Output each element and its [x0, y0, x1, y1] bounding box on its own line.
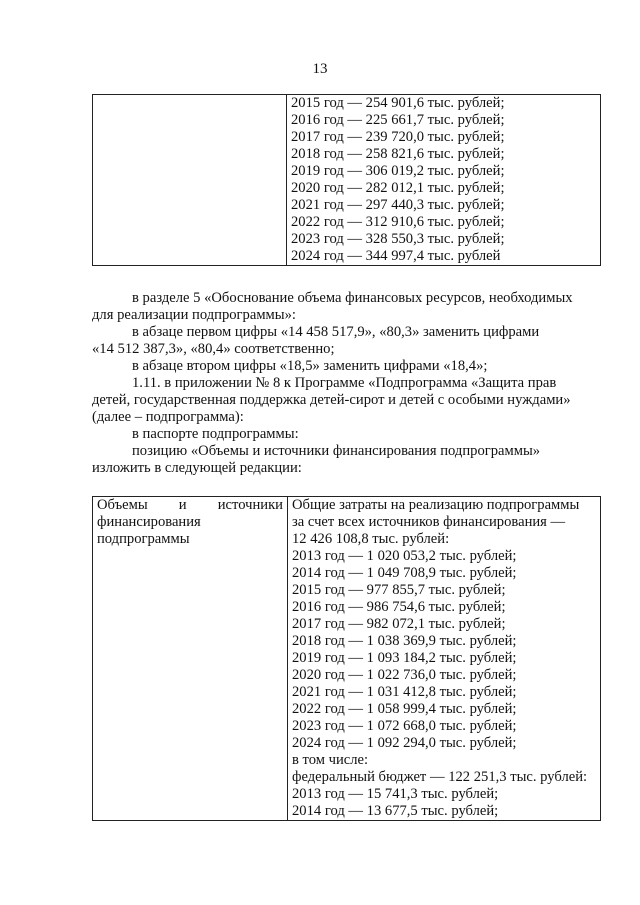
table1-line: 2023 год — 328 550,3 тыс. рублей; [291, 231, 505, 247]
paragraph-line: 1.11. в приложении № 8 к Программе «Подпрограмма «Защита прав [132, 375, 557, 391]
table2-line: 2020 год — 1 022 736,0 тыс. рублей; [292, 667, 517, 683]
paragraph-position [92, 443, 600, 477]
table1-line: 2017 год — 239 720,0 тыс. рублей; [291, 129, 505, 145]
table1-right-cell [287, 95, 601, 266]
table2-line: 2019 год — 1 093 184,2 тыс. рублей; [292, 650, 517, 666]
table1-line: 2020 год — 282 012,1 тыс. рублей; [291, 180, 505, 196]
table2-left-line: финансирования [97, 514, 201, 530]
table2-line: 2014 год — 13 677,5 тыс. рублей; [292, 803, 499, 819]
table1-line: 2018 год — 258 821,6 тыс. рублей; [291, 146, 505, 162]
left-word: и [178, 497, 187, 513]
funding-table [92, 496, 601, 821]
paragraph-line: для реализации подпрограммы»: [92, 307, 296, 323]
table2-line: 2024 год — 1 092 294,0 тыс. рублей; [292, 735, 517, 751]
table2-line: 2014 год — 1 049 708,9 тыс. рублей; [292, 565, 517, 581]
table2-intro-line: Общие затраты на реализацию подпрограммы [292, 497, 580, 513]
table1-line: 2022 год — 312 910,6 тыс. рублей; [291, 214, 505, 230]
table2-line: 2022 год — 1 058 999,4 тыс. рублей; [292, 701, 517, 717]
paragraph-first-abzac [92, 324, 600, 358]
paragraph-line: в абзаце втором цифры «18,5» заменить цифрами «18,4»; [132, 358, 488, 374]
paragraph-line: детей, государственная поддержка детей-сирот и детей с особыми нуждами» [92, 392, 571, 408]
table1-line: 2015 год — 254 901,6 тыс. рублей; [291, 95, 505, 111]
table2-line: 2021 год — 1 031 412,8 тыс. рублей; [292, 684, 517, 700]
paragraph-passport [92, 426, 600, 443]
table1-line: 2024 год — 344 997,4 тыс. рублей [291, 248, 501, 264]
table2-line: федеральный бюджет — 122 251,3 тыс. рублей: [292, 769, 588, 785]
paragraph-section5 [92, 290, 600, 324]
paragraph-line: в разделе 5 «Обоснование объема финансовых ресурсов, необходимых [132, 290, 573, 306]
table2-left-line: подпрограммы [97, 531, 190, 547]
table2-right-cell [288, 497, 601, 821]
table2-left-cell [93, 497, 288, 821]
table1-line: 2016 год — 225 661,7 тыс. рублей; [291, 112, 505, 128]
table2-intro-line: 12 426 108,8 тыс. рублей: [292, 531, 450, 547]
table2-line: 2016 год — 986 754,6 тыс. рублей; [292, 599, 506, 615]
table2-intro-line: за счет всех источников финансирования — [292, 514, 566, 530]
table2-line: в том числе: [292, 752, 369, 768]
paragraph-line: в паспорте подпрограммы: [132, 426, 299, 442]
table2-line: 2013 год — 1 020 053,2 тыс. рублей; [292, 548, 517, 564]
funding-table-continued [92, 94, 601, 266]
paragraph-line: позицию «Объемы и источники финансирования подпрограммы» [132, 443, 541, 459]
table2-line: 2023 год — 1 072 668,0 тыс. рублей; [292, 718, 517, 734]
table1-left-cell [93, 95, 287, 266]
table1-line: 2019 год — 306 019,2 тыс. рублей; [291, 163, 505, 179]
paragraph-line: изложить в следующей редакции: [92, 460, 302, 476]
table2-line: 2017 год — 982 072,1 тыс. рублей; [292, 616, 506, 632]
table1-line: 2021 год — 297 440,3 тыс. рублей; [291, 197, 505, 213]
paragraph-line: в абзаце первом цифры «14 458 517,9», «80,3» заменить цифрами [132, 324, 540, 340]
paragraph-line: (далее – подпрограмма): [92, 409, 244, 425]
left-word: Объемы [97, 497, 148, 513]
paragraph-second-abzac [92, 358, 600, 375]
table2-left-line [97, 497, 283, 514]
paragraph-appendix8 [92, 375, 600, 426]
table2-line: 2018 год — 1 038 369,9 тыс. рублей; [292, 633, 517, 649]
page-number: 13 [312, 61, 328, 77]
paragraph-line: «14 512 387,3», «80,4» соответственно; [92, 341, 335, 357]
table2-line: 2015 год — 977 855,7 тыс. рублей; [292, 582, 506, 598]
table2-line: 2013 год — 15 741,3 тыс. рублей; [292, 786, 499, 802]
left-word: источники [217, 497, 283, 513]
